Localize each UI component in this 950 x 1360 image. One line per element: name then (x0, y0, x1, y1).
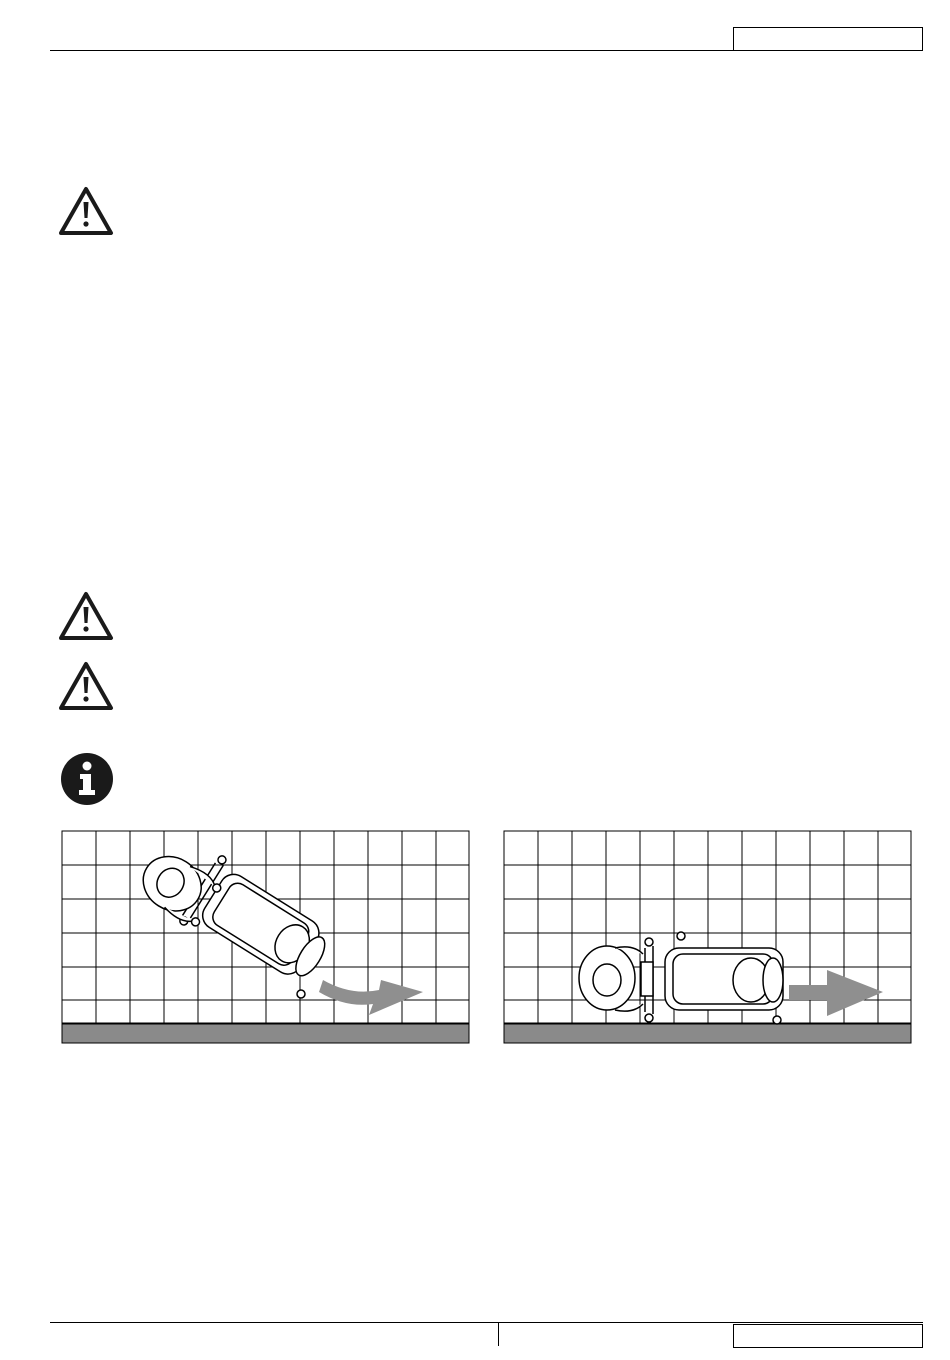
straight-arrow-icon (789, 970, 883, 1016)
footer-divider (498, 1322, 499, 1346)
warning-icon (57, 590, 115, 642)
floor-strip (504, 1024, 911, 1043)
warning-icon (57, 660, 115, 712)
operator (579, 946, 643, 1011)
floor-strip (62, 1024, 469, 1043)
footer-rule (50, 1322, 923, 1323)
footer-page-box (733, 1324, 923, 1348)
machine (641, 932, 783, 1024)
header-page-box (733, 27, 923, 51)
figure-straight-machine (503, 830, 913, 1045)
figure-turning-machine (61, 830, 471, 1045)
warning-icon (57, 185, 115, 237)
info-icon (60, 752, 114, 806)
curved-arrow-icon (319, 980, 423, 1015)
